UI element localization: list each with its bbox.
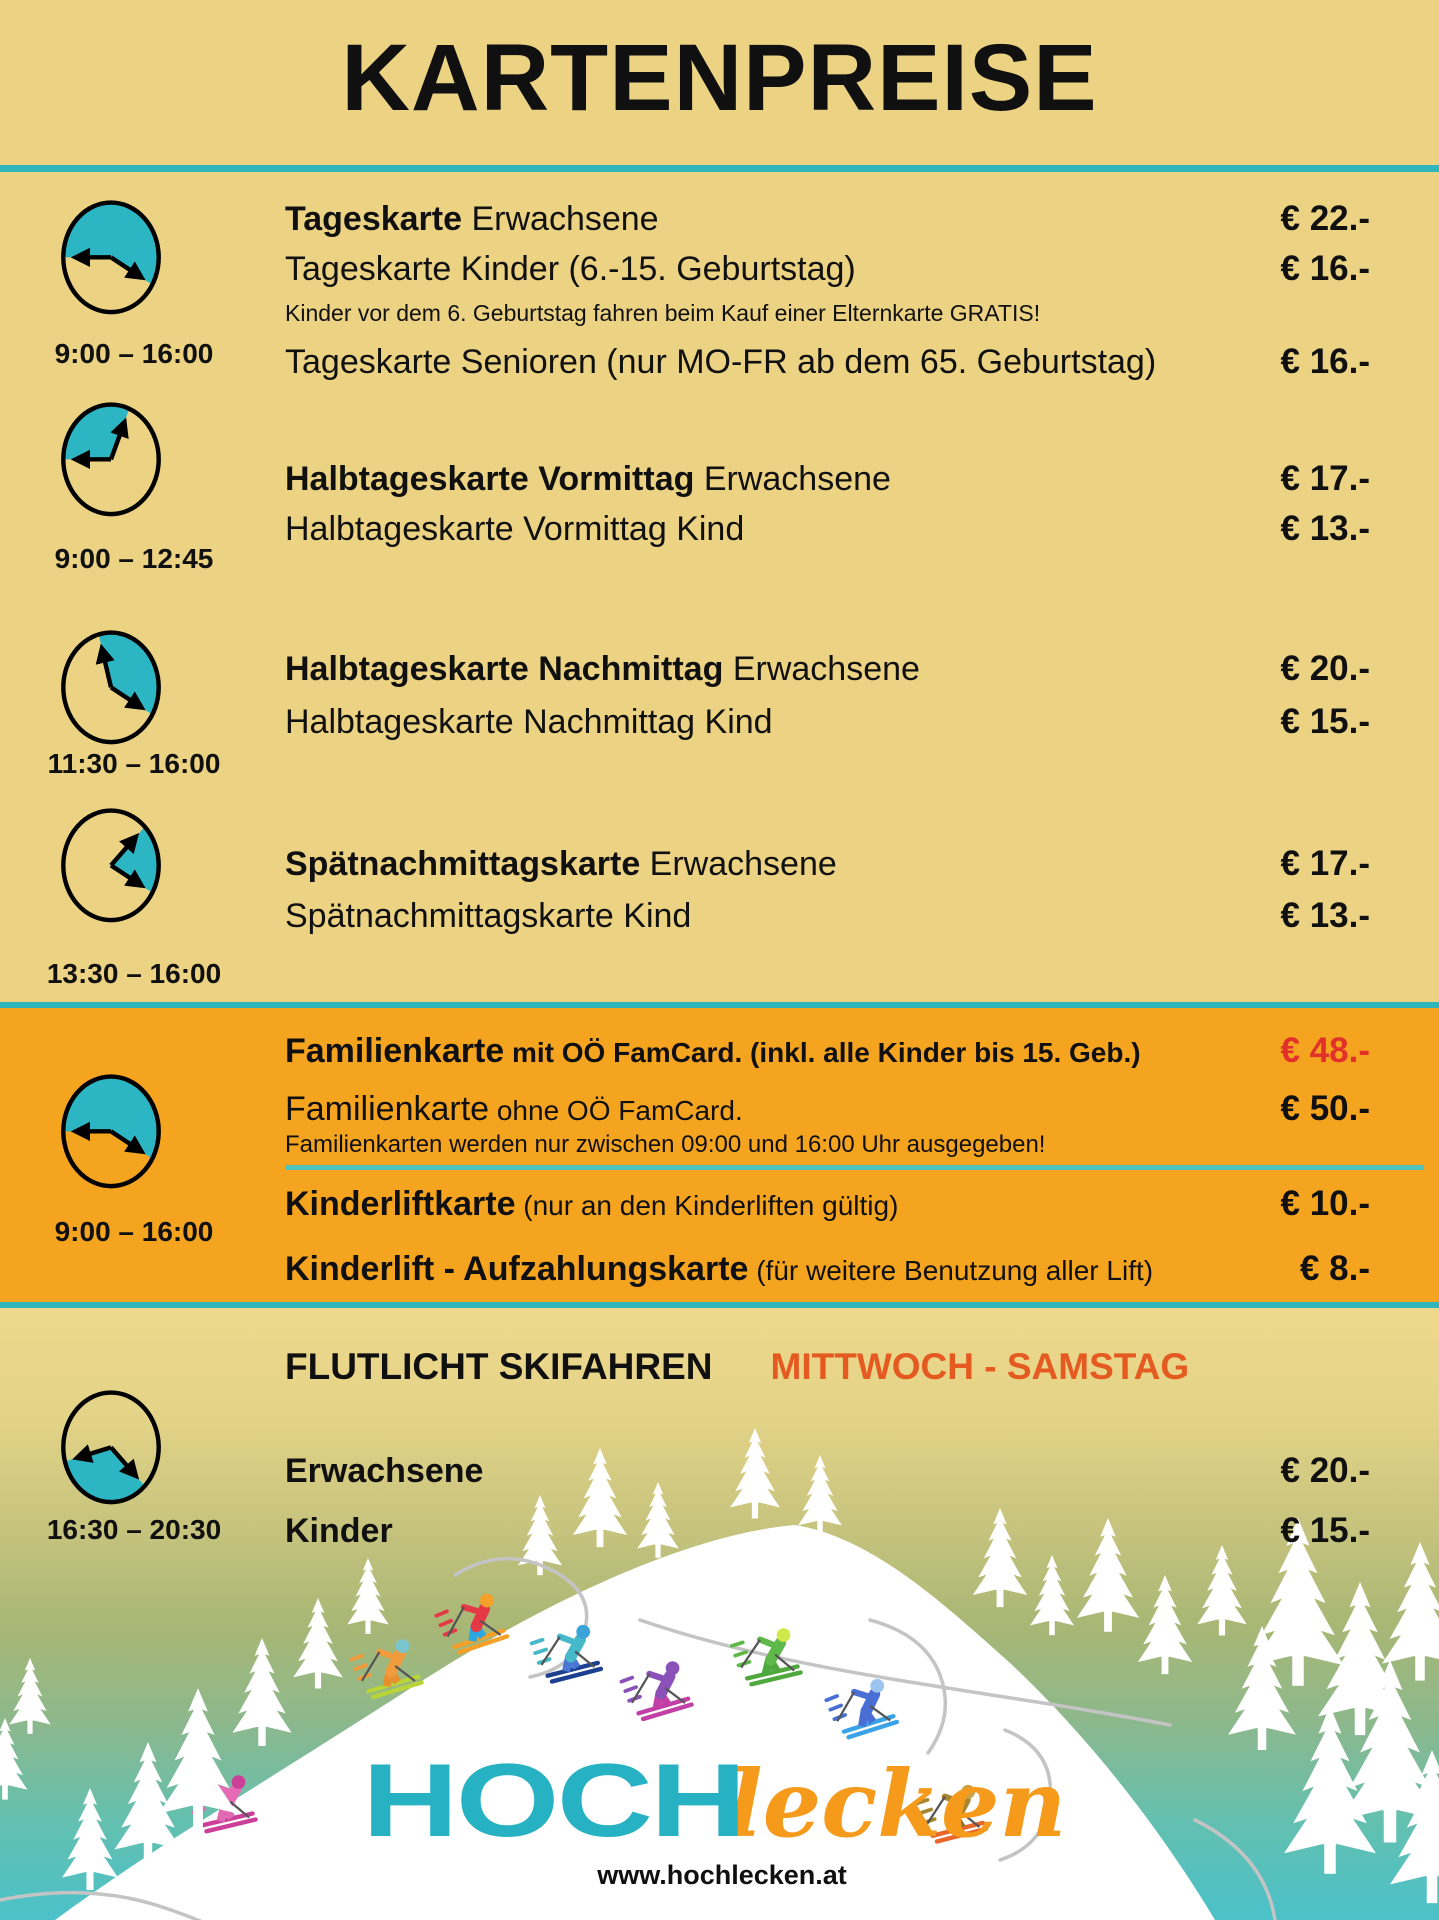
price-row-nachmittag-kind: [285, 703, 1370, 741]
clock-icon-day: [58, 198, 164, 322]
flutlicht-heading: [285, 1346, 1189, 1388]
price-row-vormittag-kind: [285, 510, 1370, 548]
clock-icon-late-afternoon: [58, 806, 164, 930]
row-label: Familienkarte: [285, 1090, 490, 1128]
price-row-tageskarte-senioren: [285, 343, 1370, 381]
row-label-bold: Spätnachmittagskarte: [285, 845, 641, 883]
price-row-tageskarte-erwachsene: [285, 200, 1370, 238]
row-label-bold: Kinder: [285, 1512, 393, 1550]
row-label-bold: Halbtageskarte Nachmittag: [285, 650, 724, 688]
row-price: € 15.-: [1280, 1511, 1370, 1550]
row-price: € 16.-: [1280, 249, 1370, 288]
row-label: Erwachsene: [723, 650, 920, 688]
row-label-sub: ohne OÖ FamCard.: [489, 1095, 743, 1126]
flutlicht-title: FLUTLICHT SKIFAHREN: [285, 1346, 713, 1387]
logo-text-hoch: HOCH: [361, 1743, 744, 1859]
row-label-bold: Halbtageskarte Vormittag: [285, 460, 695, 498]
price-row-familienkarte-mit: [285, 1032, 1370, 1070]
row-price: € 17.-: [1280, 844, 1370, 883]
row-price: € 10.-: [1280, 1184, 1370, 1223]
note-familienkarten: Familienkarten werden nur zwischen 09:00 und 16:00 Uhr ausgegeben!: [285, 1131, 1046, 1158]
row-price: € 50.-: [1280, 1089, 1370, 1128]
time-range-day: 9:00 – 16:00: [54, 338, 214, 369]
page-title: KARTENPREISE: [341, 25, 1098, 131]
time-range-night: 16:30 – 20:30: [46, 1514, 222, 1545]
logo-text-lecken: lecken: [727, 1750, 1067, 1858]
row-label-bold: Familienkarte: [285, 1032, 505, 1070]
time-range-afternoon: 11:30 – 16:00: [47, 748, 221, 779]
row-label: Erwachsene: [462, 200, 659, 238]
price-row-kinderlift-aufzahlung: [285, 1250, 1370, 1288]
row-price: € 16.-: [1280, 342, 1370, 381]
price-row-vormittag-erwachsene: [285, 460, 1370, 498]
time-range-late-afternoon: 13:30 – 16:00: [46, 958, 222, 989]
row-price: € 20.-: [1280, 649, 1370, 688]
row-price: € 20.-: [1280, 1451, 1370, 1490]
row-label-sub: (für weitere Benutzung aller Lift): [748, 1255, 1154, 1286]
row-label: Spätnachmittagskarte Kind: [285, 897, 692, 935]
row-price: € 8.-: [1299, 1249, 1370, 1288]
time-range-morning: 9:00 – 12:45: [54, 543, 214, 574]
row-price: € 13.-: [1280, 896, 1370, 935]
website-url: www.hochlecken.at: [597, 1860, 847, 1890]
price-row-spaet-erwachsene: [285, 845, 1370, 883]
row-label: Erwachsene: [694, 460, 891, 498]
row-label: Tageskarte Senioren (nur MO-FR ab dem 65. Geburtstag): [285, 343, 1157, 381]
clock-icon-afternoon: [58, 628, 164, 752]
price-row-spaet-kind: [285, 897, 1370, 935]
resort-logo: [235, 1742, 1235, 1861]
row-price: € 22.-: [1280, 199, 1370, 238]
row-label: Tageskarte Kinder (6.-15. Geburtstag): [285, 250, 856, 288]
row-label-bold: Kinderliftkarte: [285, 1185, 516, 1223]
price-row-familienkarte-ohne: [285, 1090, 1370, 1128]
clock-icon-morning: [58, 400, 164, 524]
family-section-separator: [285, 1165, 1424, 1170]
row-label-sub: (nur an den Kinderliften gültig): [515, 1190, 899, 1221]
row-label-bold: Tageskarte: [285, 200, 463, 238]
time-range-family: 9:00 – 16:00: [54, 1216, 214, 1247]
price-row-nachmittag-erwachsene: [285, 650, 1370, 688]
price-row-flutlicht-erwachsene: [285, 1452, 1370, 1490]
row-price: € 13.-: [1280, 509, 1370, 548]
note-kinder-gratis: Kinder vor dem 6. Geburtstag fahren beim Kauf einer Elternkarte GRATIS!: [285, 300, 1041, 326]
row-label: Erwachsene: [640, 845, 837, 883]
row-price-highlight: € 48.-: [1280, 1031, 1370, 1070]
row-label-bold: Erwachsene: [285, 1452, 484, 1490]
flutlicht-days: MITTWOCH - SAMSTAG: [770, 1346, 1190, 1387]
row-label-bold: Kinderlift - Aufzahlungskarte: [285, 1250, 749, 1288]
row-price: € 17.-: [1280, 459, 1370, 498]
divider-top: [0, 165, 1439, 172]
row-label: Halbtageskarte Nachmittag Kind: [285, 703, 773, 741]
row-price: € 15.-: [1280, 702, 1370, 741]
clock-icon-family: [58, 1072, 164, 1196]
price-row-kinderliftkarte: [285, 1185, 1370, 1223]
price-row-flutlicht-kinder: [285, 1512, 1370, 1550]
row-label: Halbtageskarte Vormittag Kind: [285, 510, 745, 548]
row-label-sub: mit OÖ FamCard. (inkl. alle Kinder bis 15. Geb.): [504, 1037, 1141, 1068]
price-row-tageskarte-kinder: [285, 250, 1370, 288]
clock-icon-night: [58, 1388, 164, 1512]
